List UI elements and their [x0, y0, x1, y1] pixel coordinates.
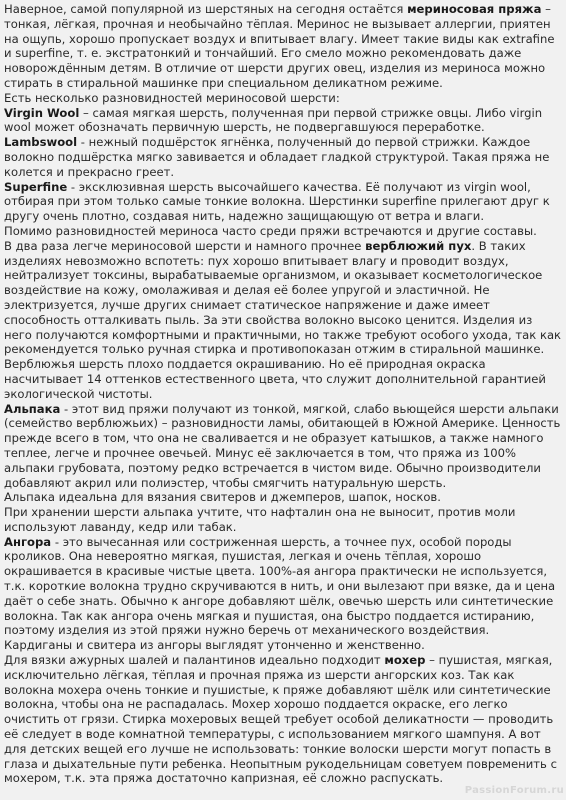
term-alpaca: Альпака — [4, 401, 61, 416]
term-superfine: Superfine — [4, 179, 68, 194]
text: - это вычесанная или состриженная шерсть, а точнее пух, особой породы кроликов. Она невероятно мягкая, пушистая, легкая и очень тёплая, хорошо окрашивается в красивые чистые цвета. 100%-ая ангора практически не используется, т.к. короткие волокна трудно скручиваются в нить, и они вылезают при вязке, да и цена даёт о себе знать. Обычно к ангоре добавляют шёлк, овечью шерсть или синтетические волокна. Так как ангора очень мягкая и пушистая, она быстро поддается истиранию, поэтому изделия из этой пряжи нужно беречь от механического воздействия. — [4, 534, 556, 638]
paragraph-mohair — [4, 653, 562, 786]
site-watermark: PassionForum.ru — [464, 785, 564, 797]
text: – пушистая, мягкая, исключительно лёгкая, тёплая и прочная пряжа из шерсти ангорских коз. Так как волокна мохера очень тонкие и пушистые, к пряже добавляют шёлк или синтетические волокна, чтобы она не распадалась. Мохер хорошо поддается окраске, его легко очистить от грязи. Стирка мохеровых вещей требует особой деликатности — проводить её следует в воде комнатной температуры, с использованием мягкого шампуня. А вот для детских вещей его лучше не использовать: тонкие волоски шерсти могут попасть в глаза и дыхательные пути ребенка. Неопытным рукодельницам советуем повременить с мохером, т.к. эта пряжа достаточно капризная, её сложно распускать. — [4, 653, 557, 786]
term-mohair: мохер — [384, 653, 426, 668]
paragraph-alpaca-storage: При хранении шерсти альпака учтите, что нафталин она не выносит, против моли используют лаванду, кедр или табак. — [4, 505, 516, 534]
paragraph-varieties-heading: Есть несколько разновидностей мериносовой шерсти: — [4, 90, 340, 105]
text: . В таких изделиях невозможно вспотеть: пух хорошо впитывает влагу и проводит воздух, нейтрализует токсины, вырабатываемые организмом, и оказывает косметологическое воздействие на кожу, омолаживая и делая её более упругой и эластичной. Не электризуется, лучше других снимает статическое напряжение и даже имеет способность отталкивать пыль. За эти свойства волокно высоко ценится. Изделия из него получаются комфортными и практичными, но также требуют особого ухода, так как рекомендуется только ручная стирка и противопоказан отжим в стиральной машинке. — [4, 238, 562, 357]
text: В два раза легче мериносовой шерсти и намного прочнее — [4, 238, 366, 253]
text: - этот вид пряжи получают из тонкой, мягкой, слабо вьющейся шерсти альпаки (семейство верблюжьих) – разновидности ламы, обитающей в Южной Америке. Ценность прежде всего в том, что она не сваливается и не образует катышков, а также намного теплее, легче и прочнее овечьей. Минус её заключается в том, что пряжа из 100% альпаки грубовата, поэтому редко встречается в чистом виде. Обычно производители добавляют акрил или полиэстер, чтобы смягчить натуральную шерсть. — [4, 401, 561, 490]
text: – самая мягкая шерсть, полученная при первой стрижке овцы. Либо virgin wool может обозначать первичную шерсть, не подвергавшуюся переработке. — [4, 105, 543, 135]
paragraph-alpaca-uses: Альпака идеальна для вязания свитеров и джемперов, шапок, носков. — [4, 490, 441, 505]
paragraph-merino-intro — [4, 2, 562, 91]
paragraph-alpaca — [4, 402, 562, 491]
paragraph-angora-uses: Кардиганы и свитера из ангоры выглядят утонченно и женственно. — [4, 638, 425, 653]
text: Наверное, самой популярной из шерстяных на сегодня остаётся — [4, 2, 408, 16]
text: Для вязки ажурных шалей и палантинов идеально подходит — [4, 653, 385, 668]
paragraph-lambswool — [4, 135, 562, 179]
term-lambswool: Lambswool — [4, 135, 78, 150]
paragraph-superfine — [4, 180, 562, 224]
paragraph-other-compositions: Помимо разновидностей мериноса часто среди пряжи встречаются и другие составы. — [4, 223, 537, 238]
text: - нежный подшёрсток ягнёнка, полученный до первой стрижки. Каждое волокно подшёрстка мягко завивается и обладает гладкой структурой. Такая пряжа не колется и прекрасно греет. — [4, 135, 550, 179]
term-camel-down: верблюжий пух — [365, 238, 472, 253]
term-merino: мериносовая пряжа — [407, 2, 542, 16]
paragraph-camel-dyeing: Верблюжья шерсть плохо поддается окрашиванию. Но её природная окраска насчитывает 14 оттенков естественного цвета, что служит дополнительной гарантией экологической чистоты. — [4, 357, 546, 401]
term-angora: Ангора — [4, 534, 52, 549]
term-virgin-wool: Virgin Wool — [4, 105, 80, 120]
text: - эксклюзивная шерсть высочайшего качества. Её получают из virgin wool, отбирая при этом только самые тонкие волокна. Шерстинки superfine прилегают друг к другу очень плотно, создавая нить, надежно защищающую от ветра и влаги. — [4, 179, 550, 224]
paragraph-angora — [4, 535, 562, 639]
paragraph-virgin-wool — [4, 106, 562, 136]
text: – тонкая, лёгкая, прочная и необычайно тёплая. Меринос не вызывает аллергии, приятен на ощупь, хорошо пропускает воздух и впитывает влагу. Имеет такие виды как extrafine и superfine, т. е. экстратонкий и тончайший. Его смело можно рекомендовать даже новорождённым детям. В отличие от шерсти других овец, изделия из мериноса можно стирать в стиральной машинке при специальном деликатном режиме. — [4, 2, 555, 90]
paragraph-camel-down — [4, 239, 562, 357]
